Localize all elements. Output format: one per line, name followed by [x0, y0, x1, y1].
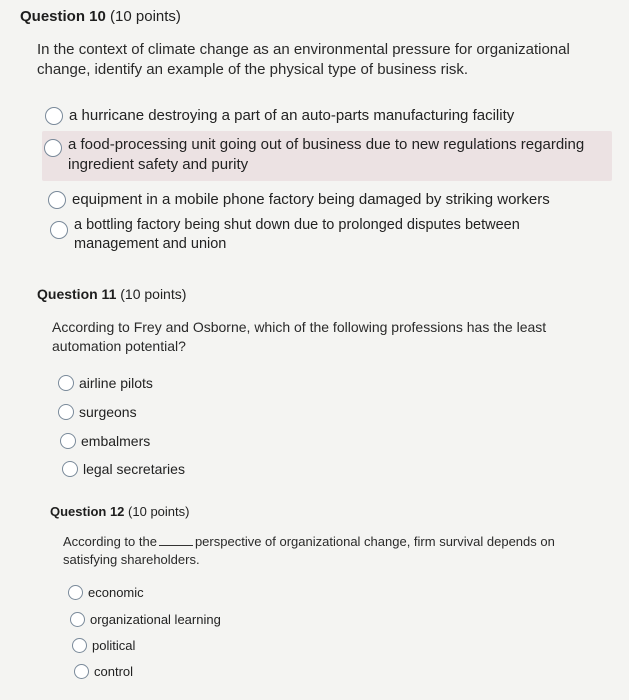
radio-button[interactable]: [48, 191, 66, 209]
q10-option-1[interactable]: [45, 106, 605, 126]
q12-option-1[interactable]: [68, 585, 144, 602]
question-text-after-blank: perspective of organizational change, firm survival depends on satisfying shareholders.: [63, 534, 555, 567]
radio-button[interactable]: [45, 107, 63, 125]
radio-button[interactable]: [60, 433, 76, 449]
radio-button[interactable]: [72, 638, 87, 653]
radio-button[interactable]: [70, 612, 85, 627]
q11-option-1[interactable]: [58, 374, 153, 392]
q11-option-3[interactable]: [60, 432, 150, 450]
option-label: surgeons: [79, 404, 137, 420]
question-number: Question 12: [50, 504, 125, 519]
question-12-text: [63, 533, 583, 568]
question-text-before-blank: According to the: [63, 534, 157, 549]
radio-button[interactable]: [58, 375, 74, 391]
option-label: airline pilots: [79, 375, 153, 391]
question-number: Question 11: [37, 286, 117, 302]
option-label: control: [94, 664, 134, 679]
question-12-title: [50, 504, 189, 519]
option-label: a food-processing unit going out of business due to new regulations regarding ingredient safety and purity: [68, 136, 585, 173]
question-11-title: [37, 286, 186, 302]
question-10-text: In the context of climate change as an environmental pressure for organizational change, identify an example of the physical type of business risk.: [37, 41, 570, 79]
q10-option-3[interactable]: [48, 190, 608, 210]
question-10-title: [20, 8, 181, 25]
radio-button[interactable]: [44, 139, 62, 157]
q12-option-2[interactable]: [70, 612, 221, 629]
option-label: embalmers: [81, 433, 151, 449]
radio-button[interactable]: [74, 664, 89, 679]
question-points: (10 points): [110, 8, 181, 25]
q10-option-4[interactable]: [50, 216, 550, 254]
option-label: equipment in a mobile phone factory being damaged by striking workers: [72, 191, 550, 208]
question-11-text: According to Frey and Osborne, which of the following professions has the least automation potential?: [52, 319, 547, 354]
radio-button[interactable]: [58, 404, 74, 420]
option-label: economic: [88, 585, 144, 600]
option-label: a bottling factory being shut down due to prolonged disputes between management and union: [74, 217, 520, 252]
option-label: legal secretaries: [83, 461, 185, 477]
fill-in-blank: [159, 545, 193, 546]
option-label: political: [92, 638, 136, 653]
q11-option-4[interactable]: [62, 460, 185, 478]
question-number: Question 10: [20, 8, 106, 25]
radio-button[interactable]: [62, 461, 78, 477]
option-label: organizational learning: [90, 612, 221, 627]
question-points: (10 points): [120, 286, 187, 302]
q10-option-2[interactable]: [44, 135, 604, 174]
radio-button[interactable]: [68, 585, 83, 600]
q12-option-4[interactable]: [74, 664, 133, 681]
radio-button[interactable]: [50, 221, 68, 239]
q12-option-3[interactable]: [72, 638, 135, 655]
question-points: (10 points): [128, 504, 190, 519]
option-label: a hurricane destroying a part of an auto-parts manufacturing facility: [69, 107, 515, 124]
q11-option-2[interactable]: [58, 403, 137, 421]
